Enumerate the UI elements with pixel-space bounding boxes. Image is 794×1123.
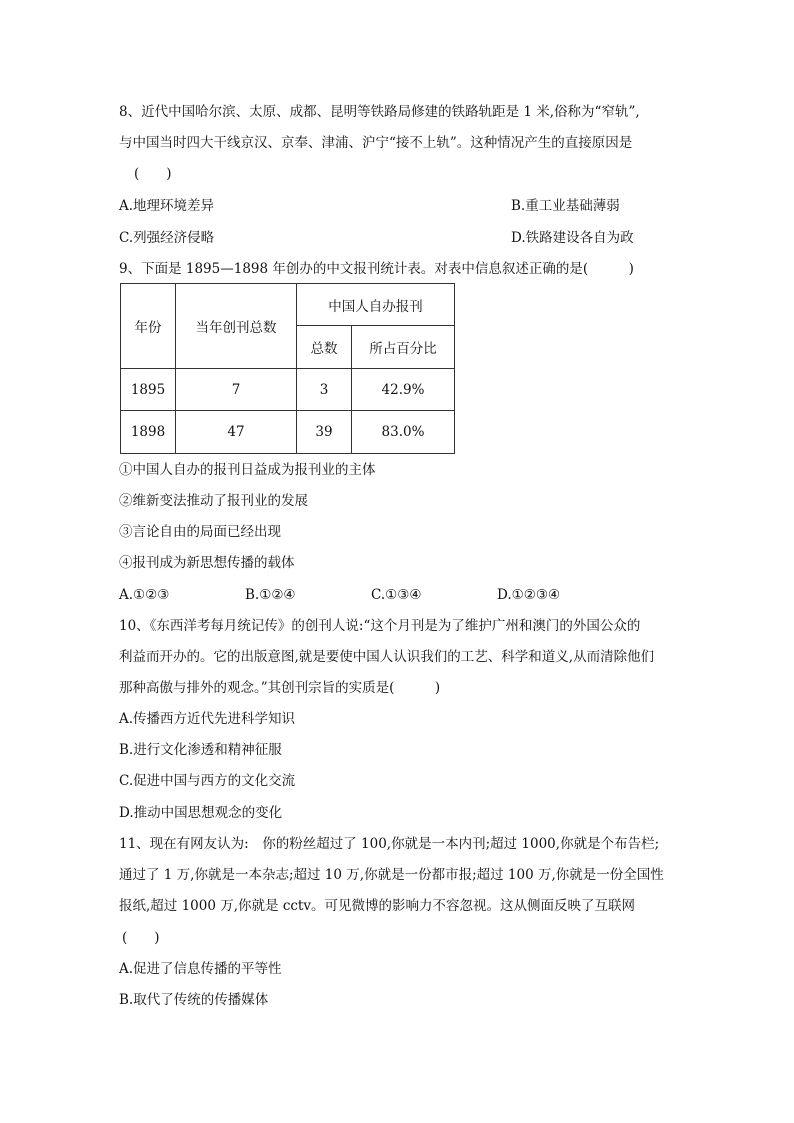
- header-chinese-run: 中国人自办报刊: [297, 284, 455, 326]
- q8-option-b: B.重工业基础薄弱: [511, 198, 620, 214]
- q11-stem-line3: 报纸,超过 1000 万,你就是 cctv。可见微博的影响力不容忽视。这从侧面反映了互联网: [119, 898, 635, 914]
- cell-total: 7: [176, 369, 297, 411]
- cell-percentage: 42.9%: [352, 369, 455, 411]
- q9-statement-2: ②维新变法推动了报刊业的发展: [119, 493, 308, 509]
- q10-option-c: C.促进中国与西方的文化交流: [119, 773, 296, 789]
- cell-year: 1898: [121, 411, 176, 454]
- newspaper-stat-table: [120, 283, 455, 454]
- cell-count: 3: [297, 369, 352, 411]
- q8-option-c: C.列强经济侵略: [119, 230, 215, 246]
- header-count: 总数: [297, 326, 352, 369]
- cell-percentage: 83.0%: [352, 411, 455, 454]
- q9-stem: 9、下面是 1895—1898 年创办的中文报刊统计表。对表中信息叙述正确的是( ): [119, 261, 634, 277]
- q10-stem-line3: 那种高傲与排外的观念。”其创刊宗旨的实质是( ): [119, 680, 441, 696]
- cell-count: 39: [297, 411, 352, 454]
- q9-option-b: B.①②④: [245, 587, 296, 603]
- q8-stem-line2: 与中国当时四大干线京汉、京奉、津浦、沪宁“接不上轨”。这种情况产生的直接原因是: [119, 135, 633, 151]
- q11-stem-line1: 11、现在有网友认为: 你的粉丝超过了 100,你就是一本内刊;超过 1000,你就是个布告栏;: [119, 836, 660, 852]
- q10-option-b: B.进行文化渗透和精神征服: [119, 742, 282, 758]
- header-year: 年份: [121, 284, 176, 369]
- q9-option-d: D.①②③④: [497, 587, 561, 603]
- q11-answer-blank: ( ): [122, 930, 160, 946]
- cell-year: 1895: [121, 369, 176, 411]
- q8-stem-line1: 8、近代中国哈尔滨、太原、成都、昆明等铁路局修建的铁路轨距是 1 米,俗称为“窄轨”,: [119, 104, 640, 120]
- q9-statement-1: ①中国人自办的报刊日益成为报刊业的主体: [119, 462, 376, 478]
- q9-statement-3: ③言论自由的局面已经出现: [119, 524, 281, 540]
- header-total: 当年创刊总数: [176, 284, 297, 369]
- q11-option-b: B.取代了传统的传播媒体: [119, 992, 269, 1008]
- table-row: [121, 411, 455, 454]
- q10-option-a: A.传播西方近代先进科学知识: [119, 711, 296, 727]
- q10-stem-line1: 10、《东西洋考每月统记传》的创刊人说:“这个月刊是为了维护广州和澳门的外国公众的: [119, 618, 641, 634]
- q9-option-a: A.①②③: [119, 587, 170, 603]
- q10-stem-line2: 利益而开办的。它的出版意图,就是要使中国人认识我们的工艺、科学和道义,从而清除他们: [119, 649, 655, 665]
- q9-statement-4: ④报刊成为新思想传播的载体: [119, 555, 295, 571]
- q11-option-a: A.促进了信息传播的平等性: [119, 961, 282, 977]
- q8-answer-blank: ( ): [134, 166, 172, 182]
- q8-option-d: D.铁路建设各自为政: [511, 230, 634, 246]
- q10-option-d: D.推动中国思想观念的变化: [119, 805, 283, 821]
- q8-option-a: A.地理环境差异: [119, 198, 215, 214]
- header-percentage: 所占百分比: [352, 326, 455, 369]
- q9-option-c: C.①③④: [371, 587, 422, 603]
- table-row: [121, 369, 455, 411]
- q11-stem-line2: 通过了 1 万,你就是一本杂志;超过 10 万,你就是一份都市报;超过 100 万,你就是一份全国性: [119, 867, 664, 883]
- cell-total: 47: [176, 411, 297, 454]
